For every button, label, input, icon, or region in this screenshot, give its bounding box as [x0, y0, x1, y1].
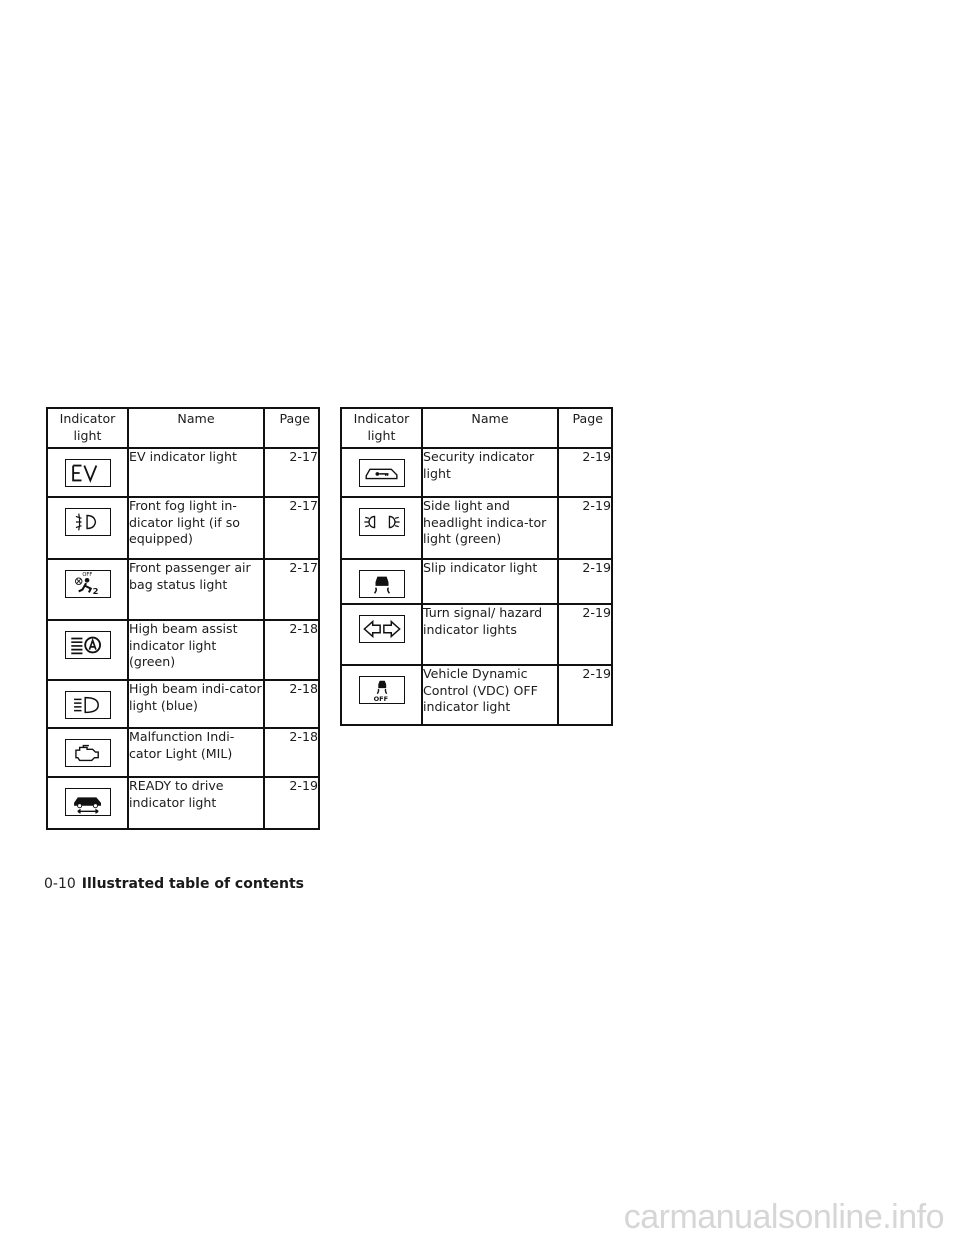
- watermark: carmanualsonline.info: [623, 1198, 944, 1236]
- page-ref[interactable]: 2-18: [264, 620, 319, 680]
- header-indicator-light: Indicator light: [47, 408, 128, 448]
- page-ref[interactable]: 2-17: [264, 559, 319, 620]
- page-ref[interactable]: 2-19: [558, 665, 612, 725]
- engine-malfunction-icon: [65, 739, 111, 767]
- indicator-name: Security indicator light: [422, 448, 558, 497]
- page-ref[interactable]: 2-17: [264, 448, 319, 497]
- svg-text:OFF: OFF: [373, 695, 388, 703]
- table-row: [341, 665, 612, 725]
- indicator-name: Vehicle Dynamic Control (VDC) OFF indicator light: [422, 665, 558, 725]
- table-row: [47, 728, 319, 777]
- indicator-name: Malfunction Indi-cator Light (MIL): [128, 728, 264, 777]
- indicator-name: Slip indicator light: [422, 559, 558, 604]
- indicator-name: EV indicator light: [128, 448, 264, 497]
- passenger-airbag-off-icon: [65, 570, 111, 598]
- table-row: [47, 680, 319, 728]
- table-row: [341, 448, 612, 497]
- table-row: [341, 497, 612, 559]
- security-car-key-icon: [359, 459, 405, 487]
- header-indicator-light: Indicator light: [341, 408, 422, 448]
- ready-to-drive-car-icon: [65, 788, 111, 816]
- indicator-name: High beam assist indicator light (green): [128, 620, 264, 680]
- page-number: 0-10: [44, 876, 76, 892]
- header-page: Page: [264, 408, 319, 448]
- front-fog-light-icon: [65, 508, 111, 536]
- table-row: [47, 559, 319, 620]
- table-row: [341, 559, 612, 604]
- side-light-headlight-icon: [359, 508, 405, 536]
- header-page: Page: [558, 408, 612, 448]
- table-row: [47, 777, 319, 829]
- table-row: [47, 448, 319, 497]
- table-row: [341, 604, 612, 665]
- page-ref[interactable]: 2-18: [264, 728, 319, 777]
- page-ref[interactable]: 2-19: [558, 497, 612, 559]
- indicator-name: Front passenger air bag status light: [128, 559, 264, 620]
- page-ref[interactable]: 2-17: [264, 497, 319, 559]
- indicator-name: Turn signal/ hazard indicator lights: [422, 604, 558, 665]
- indicator-table-right: [340, 407, 613, 726]
- page-ref[interactable]: 2-19: [558, 604, 612, 665]
- indicator-name: READY to drive indicator light: [128, 777, 264, 829]
- page-ref[interactable]: 2-18: [264, 680, 319, 728]
- table-row: [47, 497, 319, 559]
- ev-icon: [65, 459, 111, 487]
- svg-text:2: 2: [92, 586, 98, 597]
- header-name: Name: [422, 408, 558, 448]
- slip-car-icon: [359, 570, 405, 598]
- turn-signal-arrows-icon: [359, 615, 405, 643]
- high-beam-assist-icon: [65, 631, 111, 659]
- page-footer: [44, 876, 304, 892]
- header-name: Name: [128, 408, 264, 448]
- vdc-off-icon: [359, 676, 405, 704]
- indicator-name: Front fog light in-dicator light (if so equipped): [128, 497, 264, 559]
- section-title: Illustrated table of contents: [81, 876, 304, 892]
- table-row: [47, 620, 319, 680]
- svg-text:OFF: OFF: [81, 572, 92, 579]
- indicator-name: High beam indi-cator light (blue): [128, 680, 264, 728]
- page-ref[interactable]: 2-19: [558, 559, 612, 604]
- page-ref[interactable]: 2-19: [558, 448, 612, 497]
- indicator-name: Side light and headlight indica-tor light (green): [422, 497, 558, 559]
- high-beam-icon: [65, 691, 111, 719]
- indicator-table-left: [46, 407, 320, 830]
- page-ref[interactable]: 2-19: [264, 777, 319, 829]
